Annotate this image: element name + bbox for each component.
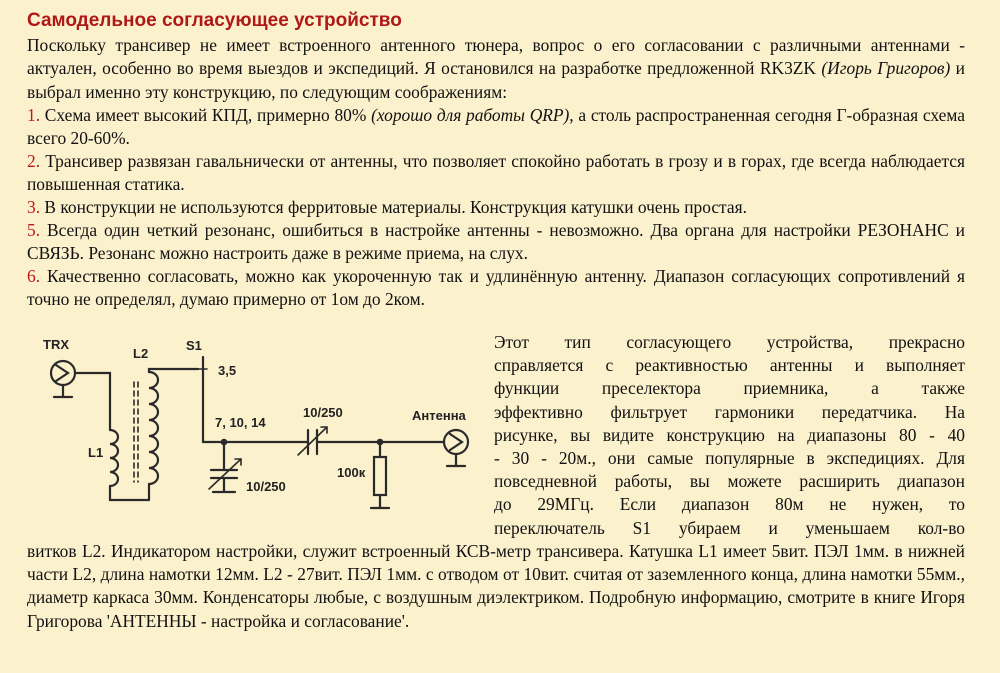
side-line: до 29МГц. Если диапазон 80м не нужен, то xyxy=(494,494,965,515)
point-text: Схема имеет высокий КПД, примерно 80% xyxy=(40,105,372,125)
trx-connector-icon xyxy=(51,361,75,385)
label-resistor: 100к xyxy=(337,465,366,480)
point-6 xyxy=(27,265,965,312)
page-title: Самодельное согласующее устройство xyxy=(27,10,402,31)
intro-text-end: и выбрал именно эту конструкцию, по следующим соображениям: xyxy=(27,58,965,102)
label-s1: S1 xyxy=(186,338,202,353)
point-text-end: , а столь распространенная сегодня Г-образная схема всего 20-60%. xyxy=(27,105,965,149)
label-series-cap: 10/250 xyxy=(303,405,343,420)
point-number: 1. xyxy=(27,105,41,125)
point-number: 2. xyxy=(27,151,41,171)
point-text: Всегда один четкий резонанс, ошибиться в настройке антенны - невозможно. Два органа для настройки РЕЗОНАНС и СВЯЗЬ. Резонанс можно настроить даже в режиме приема, на слух. xyxy=(27,220,965,264)
point-number: 3. xyxy=(27,197,41,217)
l2-coil-icon xyxy=(149,372,158,484)
intro-text: Поскольку трансивер не имеет встроенного антенного тюнера, вопрос о его согласовании с различными антеннами - актуален, особенно во время выездов и экспедиций. Я остановился на разработке предложенной RK3ZK xyxy=(27,35,965,79)
side-line: функции преселектора приемника, а также xyxy=(494,378,965,399)
bottom-paragraph: витков L2. Индикатором настройки, служит встроенный КСВ-метр трансивера. Катушка L1 имеет 5вит. ПЭЛ 1мм. в нижней части L2, длина намотки 12мм. L2 - 27вит. ПЭЛ 1мм. с отводом от 10вит. считая от заземленного конца, длина намотки 55мм., диаметр каркаса 30мм. Конденсаторы любые, с воздушным диэлектриком. Подробную информацию, смотрите в книге Игоря Григорова 'АНТЕННЫ - настройка и согласование'. xyxy=(27,541,965,631)
l1-coil-icon xyxy=(110,430,118,486)
side-line: повседневной работы, вы можете расширить диапазон xyxy=(494,471,965,492)
point-1 xyxy=(27,104,965,151)
antenna-connector-icon xyxy=(444,430,468,454)
label-l1: L1 xyxy=(88,445,104,460)
label-l2: L2 xyxy=(133,346,149,361)
point-number: 5. xyxy=(27,220,41,240)
point-text: Трансивер развязан гавальнически от антенны, что позволяет спокойно работать в грозу и в горах, где всегда наблюдается повышенная статика. xyxy=(27,151,965,195)
label-taps-mid: 7, 10, 14 xyxy=(215,415,266,430)
label-variable-cap: 10/250 xyxy=(246,479,286,494)
point-italic: (хорошо для работы QRP) xyxy=(371,105,570,125)
side-paragraph xyxy=(494,331,965,540)
side-line: - 30 - 20м., они самые популярные в экспедициях. Для xyxy=(494,448,965,469)
label-trx: TRX xyxy=(43,337,69,352)
side-line: переключатель S1 убираем и уменьшаем кол-во xyxy=(494,517,965,538)
point-number: 6. xyxy=(27,266,41,286)
point-text: Качественно согласовать, можно как укороченную так и удлинённую антенну. Диапазон согласующих сопротивлений я точно не определял, думаю примерно от 1ом до 2ком. xyxy=(27,266,965,310)
point-2 xyxy=(27,150,965,197)
resistor-icon xyxy=(374,457,386,495)
side-line: Этот тип согласующего устройства, прекрасно xyxy=(494,332,965,352)
circuit-schematic xyxy=(28,332,486,518)
label-taps-top: 3,5 xyxy=(218,363,237,378)
intro-paragraph xyxy=(27,34,965,104)
side-line: эффективно фильтрует гармоники передатчика. На xyxy=(494,401,965,422)
side-line: рисунке, вы видите конструкцию на диапазоны 80 - 40 xyxy=(494,424,965,445)
point-3 xyxy=(27,196,965,219)
label-antenna: Антенна xyxy=(412,408,466,423)
point-5 xyxy=(27,219,965,266)
point-text: В конструкции не используются ферритовые материалы. Конструкция катушки очень простая. xyxy=(40,197,747,217)
intro-author: (Игорь Григоров) xyxy=(821,58,951,79)
side-line: справляется с реактивностью антенны и выполняет xyxy=(494,355,965,376)
